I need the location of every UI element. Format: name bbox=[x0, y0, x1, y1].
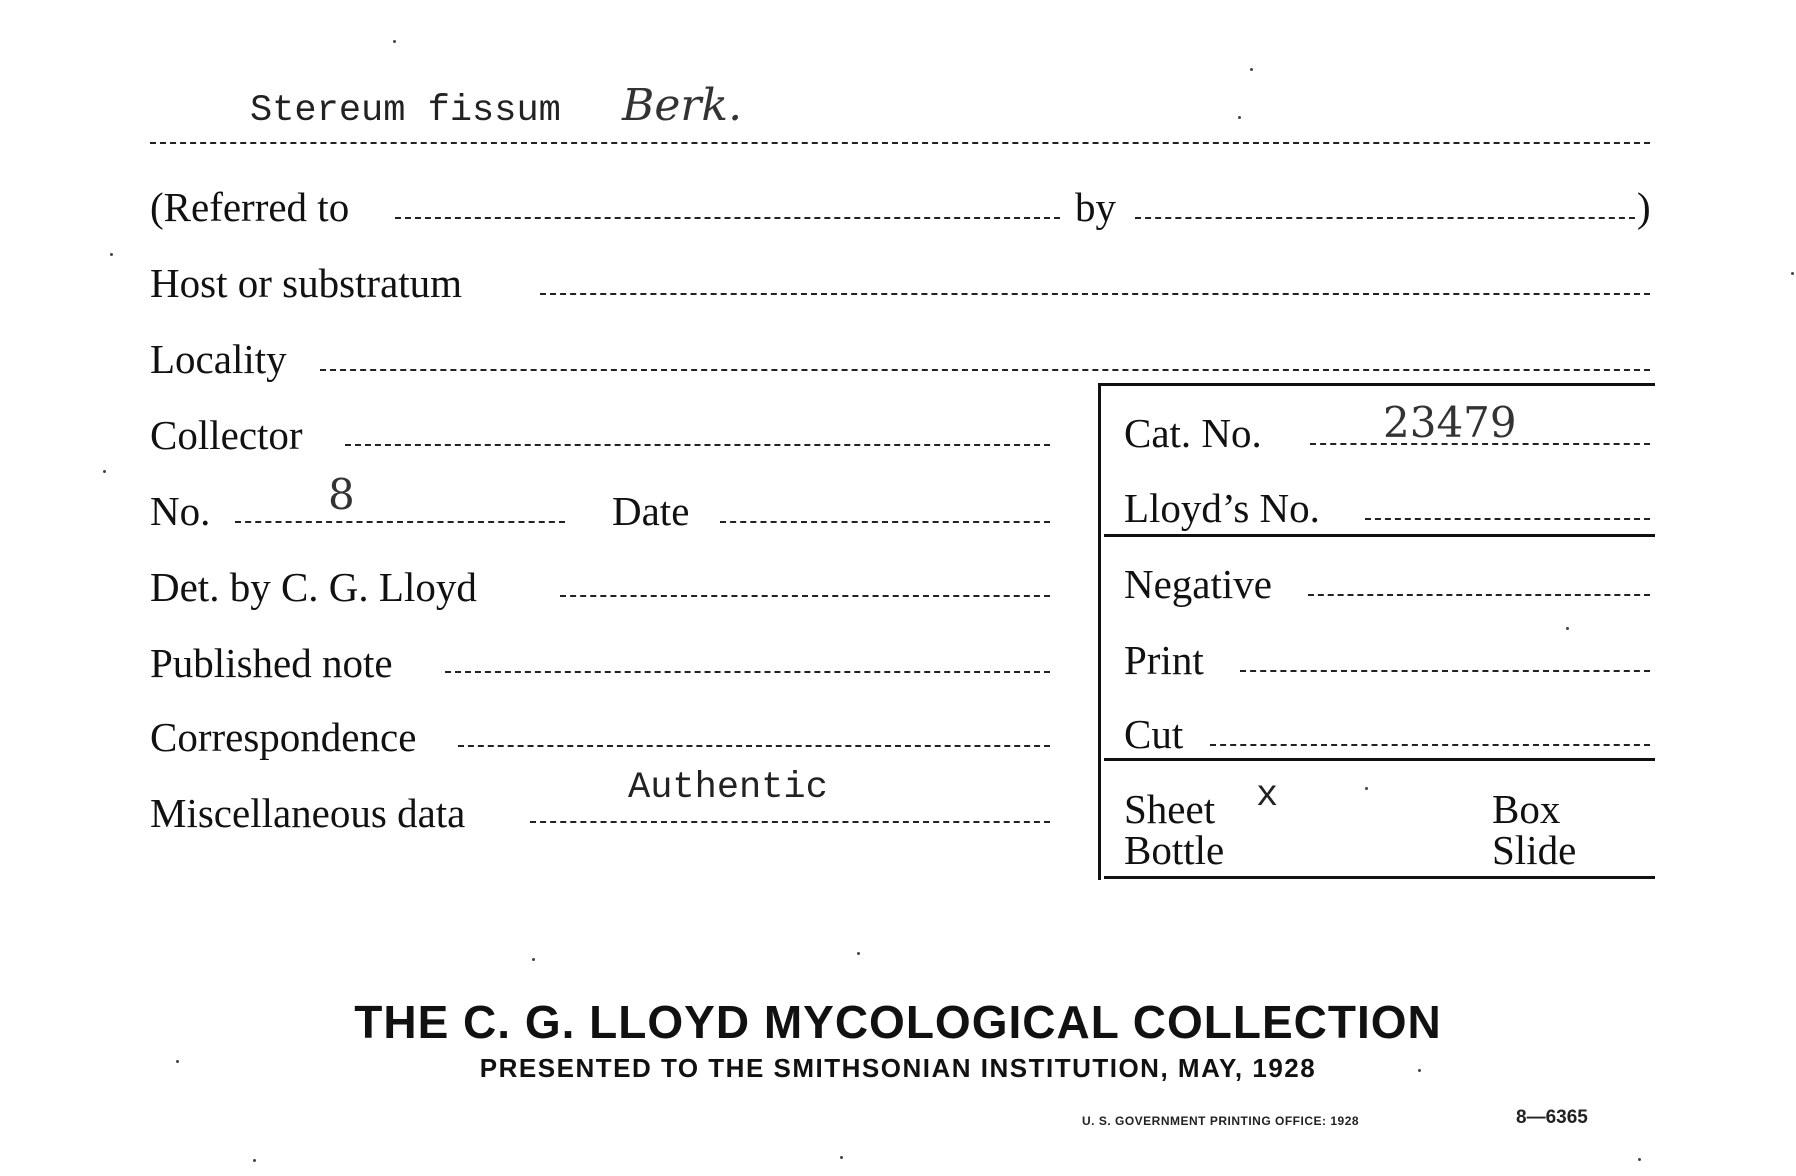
det-by-label: Det. by C. G. Lloyd bbox=[150, 564, 477, 610]
no-value: 8 bbox=[328, 470, 355, 519]
species-authority: Berk. bbox=[622, 80, 743, 131]
box-bottom-border bbox=[1104, 876, 1655, 879]
cut-label: Cut bbox=[1124, 711, 1184, 757]
published-note-line bbox=[445, 671, 1050, 673]
no-line bbox=[235, 521, 565, 523]
scan-speck bbox=[253, 1159, 256, 1162]
scan-speck bbox=[1365, 787, 1368, 790]
slide-label: Slide bbox=[1492, 827, 1577, 873]
host-line bbox=[540, 293, 1650, 295]
no-label: No. bbox=[150, 488, 211, 534]
locality-label: Locality bbox=[150, 336, 287, 382]
collector-line bbox=[345, 444, 1050, 446]
print-label: Print bbox=[1124, 637, 1204, 683]
scan-speck bbox=[103, 470, 106, 473]
printer-imprint: U. S. GOVERNMENT PRINTING OFFICE: 1928 bbox=[1082, 1114, 1360, 1128]
misc-line bbox=[530, 821, 1050, 823]
box-top-border bbox=[1098, 383, 1655, 386]
scan-speck bbox=[1250, 68, 1253, 71]
lloyds-no-line bbox=[1365, 518, 1650, 520]
by-label: by bbox=[1075, 184, 1116, 230]
collection-title: THE C. G. LLOYD MYCOLOGICAL COLLECTION bbox=[354, 996, 1442, 1048]
box-left-border bbox=[1098, 383, 1101, 880]
correspondence-line bbox=[458, 745, 1050, 747]
sheet-mark: x bbox=[1256, 775, 1279, 817]
species-line bbox=[150, 142, 1650, 144]
scan-speck bbox=[393, 40, 396, 43]
referred-to-label: (Referred to bbox=[150, 184, 350, 230]
negative-line bbox=[1308, 594, 1650, 596]
published-note-label: Published note bbox=[150, 640, 393, 686]
scan-speck bbox=[532, 958, 535, 961]
scan-speck bbox=[1238, 116, 1241, 119]
box-label: Box bbox=[1492, 786, 1561, 832]
cat-no-label: Cat. No. bbox=[1124, 410, 1262, 456]
print-line bbox=[1240, 670, 1650, 672]
close-paren: ) bbox=[1637, 184, 1651, 230]
collection-subtitle: PRESENTED TO THE SMITHSONIAN INSTITUTION, MAY, 1928 bbox=[479, 1053, 1317, 1083]
scan-speck bbox=[1566, 627, 1569, 630]
bottle-label: Bottle bbox=[1124, 827, 1225, 873]
scan-speck bbox=[1418, 1069, 1421, 1072]
form-number: 8—6365 bbox=[1516, 1107, 1588, 1128]
scan-speck bbox=[1638, 1158, 1641, 1161]
box-divider-1 bbox=[1104, 534, 1655, 537]
negative-label: Negative bbox=[1124, 561, 1272, 607]
scan-speck bbox=[1791, 272, 1794, 275]
referred-to-line bbox=[395, 217, 1060, 219]
scan-speck bbox=[110, 253, 113, 256]
det-by-line bbox=[560, 595, 1050, 597]
misc-value: Authentic bbox=[628, 767, 828, 809]
scan-speck bbox=[857, 952, 860, 955]
scan-speck bbox=[176, 1060, 179, 1063]
date-label: Date bbox=[612, 488, 690, 534]
collector-label: Collector bbox=[150, 412, 303, 458]
correspondence-label: Correspondence bbox=[150, 714, 417, 760]
scan-speck bbox=[840, 1156, 843, 1159]
misc-label: Miscellaneous data bbox=[150, 790, 466, 836]
box-divider-2 bbox=[1104, 758, 1655, 761]
by-line bbox=[1135, 217, 1635, 219]
host-label: Host or substratum bbox=[150, 260, 463, 306]
cut-line bbox=[1210, 744, 1650, 746]
cat-no-value: 23479 bbox=[1383, 398, 1517, 447]
sheet-label: Sheet bbox=[1124, 786, 1216, 832]
lloyds-no-label: Lloyd’s No. bbox=[1124, 485, 1320, 531]
species-name: Stereum fissum bbox=[250, 90, 561, 132]
locality-line bbox=[320, 369, 1650, 371]
date-line bbox=[720, 521, 1050, 523]
